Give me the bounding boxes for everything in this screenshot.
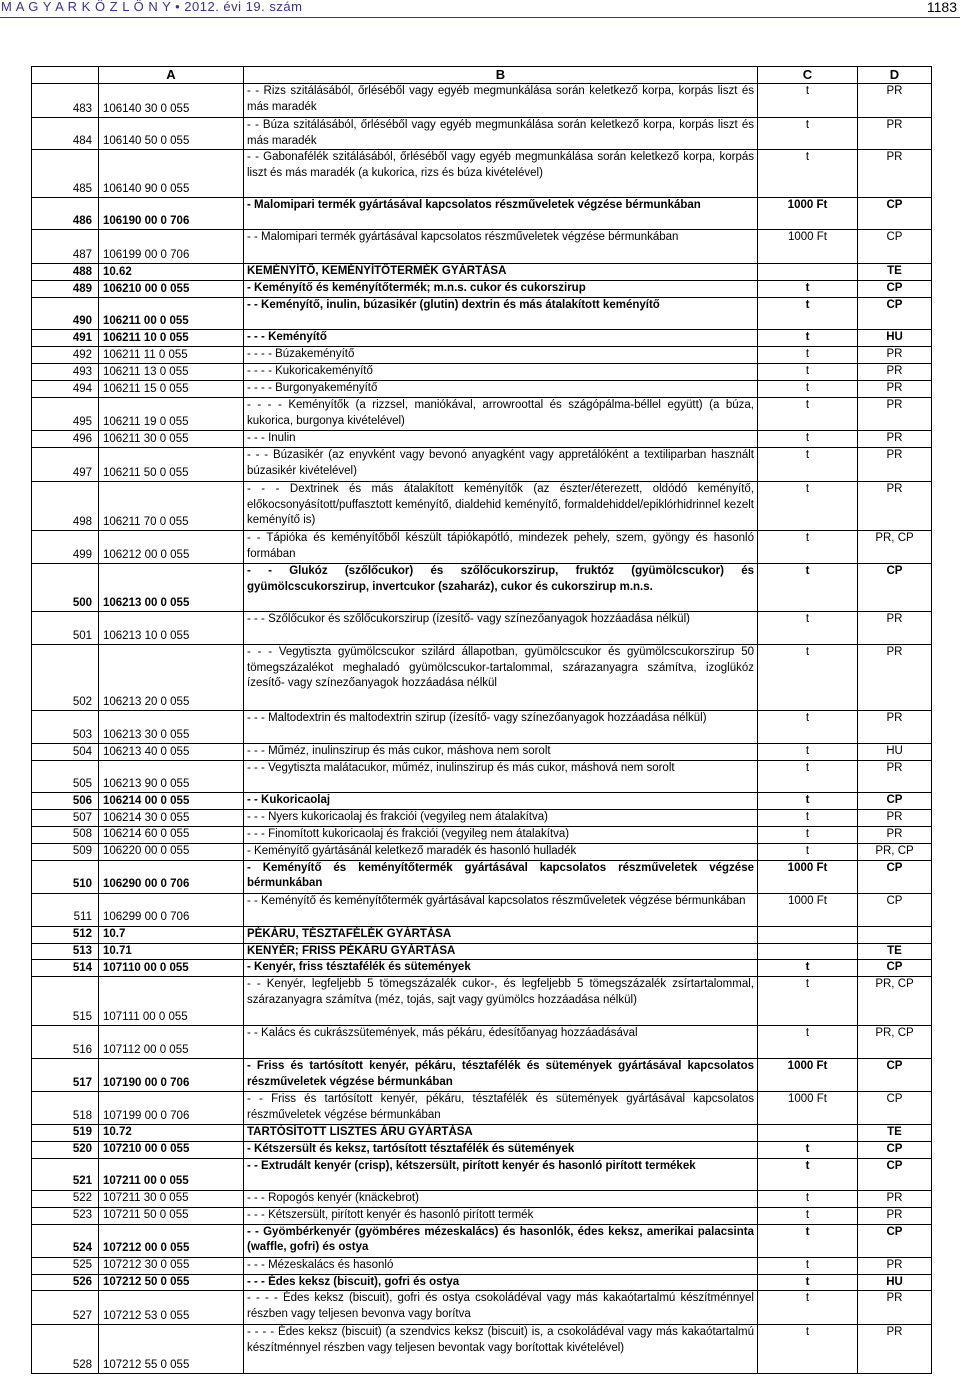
row-number-cell: 500 <box>32 564 99 612</box>
description-cell: - - - - Búzakeményítő <box>244 347 758 364</box>
code-cell: 106214 30 0 055 <box>99 810 244 827</box>
table-row <box>32 1092 932 1125</box>
row-number-cell: 523 <box>32 1207 99 1224</box>
unit-cell <box>758 926 858 943</box>
type-cell: CP <box>858 960 932 977</box>
description-cell: - - - Maltodextrin és maltodextrin szirup (ízesítő- vagy színezőanyagok hozzáadása nélkül) <box>244 711 758 744</box>
type-cell: CP <box>858 564 932 612</box>
row-number-cell: 526 <box>32 1274 99 1291</box>
description-cell: - - Tápióka és keményítőből készült tápiókapótló, mindezek pehely, szem, gyöngy és hasonló formában <box>244 531 758 564</box>
row-number-cell: 515 <box>32 977 99 1026</box>
unit-cell: t <box>758 843 858 860</box>
code-cell: 106220 00 0 055 <box>99 843 244 860</box>
description-cell: - - - Búzasikér (az enyvként vagy bevonó anyagként vagy appretálóként a textiliparban használt búzasikér kivételével) <box>244 448 758 482</box>
type-cell: CP <box>858 893 932 926</box>
unit-cell: t <box>758 744 858 761</box>
row-number-cell: 510 <box>32 860 99 893</box>
type-cell: PR <box>858 761 932 793</box>
description-cell: KENYÉR; FRISS PÉKÁRU GYÁRTÁSA <box>244 943 758 960</box>
description-cell: - Keményítő és keményítőtermék gyártásával kapcsolatos részműveletek végzése bérmunkában <box>244 860 758 893</box>
description-cell: - - Kukoricaolaj <box>244 793 758 810</box>
type-cell: CP <box>858 1059 932 1092</box>
row-number-cell: 488 <box>32 264 99 281</box>
type-cell: PR <box>858 645 932 711</box>
description-cell: - - - Édes keksz (biscuit), gofri és ostya <box>244 1274 758 1291</box>
unit-cell: t <box>758 1325 858 1374</box>
row-number-cell: 485 <box>32 150 99 198</box>
table-header-row <box>32 67 932 84</box>
unit-cell: t <box>758 810 858 827</box>
type-cell: PR <box>858 84 932 118</box>
unit-cell: t <box>758 1207 858 1224</box>
type-cell: HU <box>858 330 932 347</box>
table-row <box>32 827 932 844</box>
table-row <box>32 347 932 364</box>
code-cell: 107212 00 0 055 <box>99 1224 244 1257</box>
column-header-index <box>32 67 99 84</box>
type-cell: PR, CP <box>858 1026 932 1059</box>
type-cell: CP <box>858 860 932 893</box>
description-cell: - - - Szőlőcukor és szőlőcukorszirup (ízesítő- vagy színezőanyagok hozzáadása nélkül) <box>244 612 758 645</box>
row-number-cell: 492 <box>32 347 99 364</box>
type-cell: PR <box>858 347 932 364</box>
description-cell: - - Malomipari termék gyártásával kapcsolatos részműveletek végzése bérmunkában <box>244 230 758 264</box>
unit-cell: t <box>758 1291 858 1325</box>
row-number-cell: 517 <box>32 1059 99 1092</box>
unit-cell: t <box>758 1274 858 1291</box>
type-cell: PR <box>858 482 932 531</box>
description-cell: - - - Finomított kukoricaolaj és frakciói (vegyileg nem átalakítva) <box>244 827 758 844</box>
unit-cell: t <box>758 118 858 150</box>
row-number-cell: 483 <box>32 84 99 118</box>
unit-cell <box>758 264 858 281</box>
table-row <box>32 1158 932 1190</box>
unit-cell: t <box>758 398 858 431</box>
code-cell: 10.7 <box>99 926 244 943</box>
description-cell: - - Glukóz (szőlőcukor) és szőlőcukorszirup, fruktóz (gyümölcscukor) és gyümölcscukorszirup, invertcukor (szaharáz), cukor és cukorszirup m.n.s. <box>244 564 758 612</box>
code-cell: 106211 10 0 055 <box>99 330 244 347</box>
unit-cell: t <box>758 564 858 612</box>
description-cell: - - - Nyers kukoricaolaj és frakciói (vegyileg nem átalakítva) <box>244 810 758 827</box>
type-cell <box>858 926 932 943</box>
row-number-cell: 508 <box>32 827 99 844</box>
table-row <box>32 810 932 827</box>
unit-cell: t <box>758 1158 858 1190</box>
code-cell: 106211 50 0 055 <box>99 448 244 482</box>
row-number-cell: 514 <box>32 960 99 977</box>
code-cell: 107199 00 0 706 <box>99 1092 244 1125</box>
type-cell: PR <box>858 150 932 198</box>
row-number-cell: 509 <box>32 843 99 860</box>
table-row <box>32 118 932 150</box>
code-cell: 106140 50 0 055 <box>99 118 244 150</box>
row-number-cell: 528 <box>32 1325 99 1374</box>
row-number-cell: 504 <box>32 744 99 761</box>
table-row <box>32 448 932 482</box>
description-cell: - - - - Édes keksz (biscuit), gofri és ostya csokoládéval vagy más kakaótartalmú készítménnyel részben vagy teljesen bevonva vagy borítva <box>244 1291 758 1325</box>
type-cell: CP <box>858 298 932 330</box>
type-cell: PR <box>858 431 932 448</box>
unit-cell: t <box>758 364 858 381</box>
description-cell: - - - - Keményítők (a rizzsel, maniókával, arrowroottal és szágópálma-béllel együtt) (a búza, kukorica, burgonya kivételével) <box>244 398 758 431</box>
description-cell: - - - Műméz, inulinszirup és más cukor, máshova nem sorolt <box>244 744 758 761</box>
row-number-cell: 507 <box>32 810 99 827</box>
table-row <box>32 564 932 612</box>
table-row <box>32 531 932 564</box>
row-number-cell: 527 <box>32 1291 99 1325</box>
table-row <box>32 943 932 960</box>
row-number-cell: 491 <box>32 330 99 347</box>
table-row <box>32 1125 932 1142</box>
nomenclature-table <box>31 66 932 1374</box>
code-cell: 106211 13 0 055 <box>99 364 244 381</box>
unit-cell: t <box>758 977 858 1026</box>
code-cell: 10.62 <box>99 264 244 281</box>
description-cell: - - Kalács és cukrászsütemények, más pékáru, édesítőanyag hozzáadásával <box>244 1026 758 1059</box>
table-row <box>32 431 932 448</box>
unit-cell: 1000 Ft <box>758 198 858 230</box>
code-cell: 106213 40 0 055 <box>99 744 244 761</box>
table-row <box>32 230 932 264</box>
unit-cell <box>758 943 858 960</box>
unit-cell: t <box>758 150 858 198</box>
unit-cell: t <box>758 381 858 398</box>
description-cell: PÉKÁRU, TÉSZTAFÉLÉK GYÁRTÁSA <box>244 926 758 943</box>
table-row <box>32 1224 932 1257</box>
page-header <box>0 0 960 16</box>
description-cell: - - Gabonafélék szitálásából, őrléséből vagy egyéb megmunkálása során keletkező korpa, korpás liszt és más maradék (a kukorica, rizs és búza kivételével) <box>244 150 758 198</box>
code-cell: 106299 00 0 706 <box>99 893 244 926</box>
unit-cell: t <box>758 1141 858 1158</box>
row-number-cell: 519 <box>32 1125 99 1142</box>
row-number-cell: 484 <box>32 118 99 150</box>
unit-cell: t <box>758 827 858 844</box>
table-row <box>32 364 932 381</box>
unit-cell: t <box>758 347 858 364</box>
type-cell: PR <box>858 612 932 645</box>
unit-cell: t <box>758 960 858 977</box>
type-cell: TE <box>858 1125 932 1142</box>
description-cell: - - - Vegytiszta gyümölcscukor szilárd állapotban, gyümölcscukor és gyümölcscukorszirup 50 tömegszázalékot meghaladó gyümölcscukor-tartalommal, szárazanyagra számítva, izoglükóz ízesítő- vagy színezőanyagok hozzáadása nélkül <box>244 645 758 711</box>
code-cell: 10.71 <box>99 943 244 960</box>
table-row <box>32 1325 932 1374</box>
row-number-cell: 486 <box>32 198 99 230</box>
column-header-a: A <box>99 67 244 84</box>
unit-cell: t <box>758 298 858 330</box>
table-row <box>32 1026 932 1059</box>
unit-cell: t <box>758 1190 858 1207</box>
column-header-b: B <box>244 67 758 84</box>
description-cell: - - - Keményítő <box>244 330 758 347</box>
code-cell: 107210 00 0 055 <box>99 1141 244 1158</box>
code-cell: 106211 70 0 055 <box>99 482 244 531</box>
type-cell: PR, CP <box>858 977 932 1026</box>
unit-cell: t <box>758 645 858 711</box>
table-row <box>32 761 932 793</box>
code-cell: 106213 90 0 055 <box>99 761 244 793</box>
type-cell: CP <box>858 198 932 230</box>
unit-cell <box>758 1125 858 1142</box>
code-cell: 107112 00 0 055 <box>99 1026 244 1059</box>
code-cell: 106211 19 0 055 <box>99 398 244 431</box>
code-cell: 106213 30 0 055 <box>99 711 244 744</box>
type-cell: PR <box>858 398 932 431</box>
table-row <box>32 612 932 645</box>
type-cell: PR <box>858 448 932 482</box>
row-number-cell: 498 <box>32 482 99 531</box>
description-cell: - - - Kétszersült, pirított kenyér és hasonló pirított termék <box>244 1207 758 1224</box>
row-number-cell: 516 <box>32 1026 99 1059</box>
type-cell: CP <box>858 230 932 264</box>
type-cell: PR <box>858 810 932 827</box>
unit-cell: t <box>758 448 858 482</box>
unit-cell: t <box>758 793 858 810</box>
description-cell: - - - - Édes keksz (biscuit) (a szendvics keksz (biscuit) is, a csokoládéval vagy más kakaótartalmú készítménnyel részben vagy teljesen bevontak vagy borítottak kivételével) <box>244 1325 758 1374</box>
table-row <box>32 482 932 531</box>
type-cell: TE <box>858 943 932 960</box>
row-number-cell: 487 <box>32 230 99 264</box>
code-cell: 106140 90 0 055 <box>99 150 244 198</box>
row-number-cell: 520 <box>32 1141 99 1158</box>
type-cell: PR <box>858 381 932 398</box>
table-row <box>32 264 932 281</box>
table-row <box>32 744 932 761</box>
header-divider <box>0 17 960 18</box>
unit-cell: t <box>758 1257 858 1274</box>
code-cell: 106210 00 0 055 <box>99 281 244 298</box>
table-row <box>32 893 932 926</box>
description-cell: - - - - Burgonyakeményítő <box>244 381 758 398</box>
code-cell: 106190 00 0 706 <box>99 198 244 230</box>
code-cell: 106199 00 0 706 <box>99 230 244 264</box>
code-cell: 107211 00 0 055 <box>99 1158 244 1190</box>
table-row <box>32 711 932 744</box>
code-cell: 106211 30 0 055 <box>99 431 244 448</box>
code-cell: 106213 00 0 055 <box>99 564 244 612</box>
row-number-cell: 518 <box>32 1092 99 1125</box>
row-number-cell: 490 <box>32 298 99 330</box>
type-cell: PR <box>858 827 932 844</box>
code-cell: 106212 00 0 055 <box>99 531 244 564</box>
row-number-cell: 525 <box>32 1257 99 1274</box>
row-number-cell: 512 <box>32 926 99 943</box>
description-cell: - Keményítő és keményítőtermék; m.n.s. cukor és cukorszirup <box>244 281 758 298</box>
row-number-cell: 524 <box>32 1224 99 1257</box>
table-row <box>32 198 932 230</box>
table-row <box>32 381 932 398</box>
table-row <box>32 977 932 1026</box>
code-cell: 106213 10 0 055 <box>99 612 244 645</box>
code-cell: 107212 50 0 055 <box>99 1274 244 1291</box>
description-cell: - Malomipari termék gyártásával kapcsolatos részműveletek végzése bérmunkában <box>244 198 758 230</box>
page-number: 1183 <box>926 0 957 15</box>
type-cell: CP <box>858 1224 932 1257</box>
description-cell: - - Búza szitálásából, őrléséből vagy egyéb megmunkálása során keletkező korpa, korpás liszt és más maradék <box>244 118 758 150</box>
description-cell: - Kenyér, friss tésztafélék és sütemények <box>244 960 758 977</box>
journal-title: M A G Y A R K Ö Z L Ö N Y • 2012. évi 19. szám <box>1 0 303 14</box>
row-number-cell: 489 <box>32 281 99 298</box>
description-cell: - Friss és tartósított kenyér, pékáru, tésztafélék és sütemények gyártásával kapcsolatos részműveletek végzése bérmunkában <box>244 1059 758 1092</box>
code-cell: 107190 00 0 706 <box>99 1059 244 1092</box>
description-cell: - Keményítő gyártásánál keletkező maradék és hasonló hulladék <box>244 843 758 860</box>
type-cell: PR, CP <box>858 843 932 860</box>
row-number-cell: 502 <box>32 645 99 711</box>
table-row <box>32 298 932 330</box>
type-cell: PR <box>858 118 932 150</box>
row-number-cell: 501 <box>32 612 99 645</box>
unit-cell: 1000 Ft <box>758 1059 858 1092</box>
code-cell: 106211 15 0 055 <box>99 381 244 398</box>
row-number-cell: 505 <box>32 761 99 793</box>
table-row <box>32 1257 932 1274</box>
row-number-cell: 521 <box>32 1158 99 1190</box>
code-cell: 106214 60 0 055 <box>99 827 244 844</box>
description-cell: - - Keményítő és keményítőtermék gyártásával kapcsolatos részműveletek végzése bérmunkában <box>244 893 758 926</box>
table-row <box>32 84 932 118</box>
type-cell: PR <box>858 1325 932 1374</box>
row-number-cell: 493 <box>32 364 99 381</box>
description-cell: - - Friss és tartósított kenyér, pékáru, tésztafélék és sütemények gyártásával kapcsolatos részműveletek végzése bérmunkában <box>244 1092 758 1125</box>
table-row <box>32 1274 932 1291</box>
type-cell: PR <box>858 711 932 744</box>
row-number-cell: 497 <box>32 448 99 482</box>
row-number-cell: 506 <box>32 793 99 810</box>
row-number-cell: 522 <box>32 1190 99 1207</box>
unit-cell: t <box>758 431 858 448</box>
table-row <box>32 1059 932 1092</box>
table-row <box>32 330 932 347</box>
unit-cell: t <box>758 281 858 298</box>
description-cell: TARTÓSÍTOTT LISZTES ÁRU GYÁRTÁSA <box>244 1125 758 1142</box>
type-cell: PR <box>858 1207 932 1224</box>
description-cell: - Kétszersült és keksz, tartósított tésztafélék és sütemények <box>244 1141 758 1158</box>
code-cell: 107212 30 0 055 <box>99 1257 244 1274</box>
table-row <box>32 960 932 977</box>
code-cell: 107212 53 0 055 <box>99 1291 244 1325</box>
code-cell: 106213 20 0 055 <box>99 645 244 711</box>
table-row <box>32 793 932 810</box>
type-cell: TE <box>858 264 932 281</box>
row-number-cell: 494 <box>32 381 99 398</box>
table-row <box>32 1190 932 1207</box>
row-number-cell: 499 <box>32 531 99 564</box>
row-number-cell: 496 <box>32 431 99 448</box>
unit-cell: 1000 Ft <box>758 893 858 926</box>
unit-cell: 1000 Ft <box>758 1092 858 1125</box>
unit-cell: 1000 Ft <box>758 230 858 264</box>
unit-cell: 1000 Ft <box>758 860 858 893</box>
unit-cell: t <box>758 761 858 793</box>
unit-cell: t <box>758 330 858 347</box>
row-number-cell: 513 <box>32 943 99 960</box>
table-row <box>32 1207 932 1224</box>
type-cell: CP <box>858 1158 932 1190</box>
column-header-d: D <box>858 67 932 84</box>
table-row <box>32 645 932 711</box>
code-cell: 106211 00 0 055 <box>99 298 244 330</box>
column-header-c: C <box>758 67 858 84</box>
code-cell: 107111 00 0 055 <box>99 977 244 1026</box>
type-cell: PR <box>858 1257 932 1274</box>
description-cell: - - Rizs szitálásából, őrléséből vagy egyéb megmunkálása során keletkező korpa, korpás liszt és más maradék <box>244 84 758 118</box>
description-cell: - - - - Kukoricakeményítő <box>244 364 758 381</box>
description-cell: - - Keményítő, inulin, búzasikér (glutin) dextrin és más átalakított keményítő <box>244 298 758 330</box>
table-row <box>32 398 932 431</box>
code-cell: 106214 00 0 055 <box>99 793 244 810</box>
code-cell: 107212 55 0 055 <box>99 1325 244 1374</box>
type-cell: PR <box>858 364 932 381</box>
unit-cell: t <box>758 1026 858 1059</box>
unit-cell: t <box>758 531 858 564</box>
description-cell: - - - Inulin <box>244 431 758 448</box>
description-cell: KEMÉNYÍTŐ, KEMÉNYÍTŐTERMÉK GYÁRTÁSA <box>244 264 758 281</box>
table-row <box>32 926 932 943</box>
code-cell: 107110 00 0 055 <box>99 960 244 977</box>
code-cell: 10.72 <box>99 1125 244 1142</box>
type-cell: PR, CP <box>858 531 932 564</box>
unit-cell: t <box>758 1224 858 1257</box>
description-cell: - - - Vegytiszta malátacukor, műméz, inulinszirup és más cukor, máshová nem sorolt <box>244 761 758 793</box>
type-cell: CP <box>858 281 932 298</box>
code-cell: 106140 30 0 055 <box>99 84 244 118</box>
type-cell: CP <box>858 793 932 810</box>
description-cell: - - Extrudált kenyér (crisp), kétszersült, pirított kenyér és hasonló pirított termékek <box>244 1158 758 1190</box>
type-cell: CP <box>858 1141 932 1158</box>
row-number-cell: 495 <box>32 398 99 431</box>
row-number-cell: 503 <box>32 711 99 744</box>
description-cell: - - - Ropogós kenyér (knäckebrot) <box>244 1190 758 1207</box>
type-cell: HU <box>858 744 932 761</box>
code-cell: 107211 50 0 055 <box>99 1207 244 1224</box>
type-cell: PR <box>858 1291 932 1325</box>
type-cell: CP <box>858 1092 932 1125</box>
table-row <box>32 150 932 198</box>
code-cell: 106290 00 0 706 <box>99 860 244 893</box>
table-row <box>32 281 932 298</box>
description-cell: - - - Dextrinek és más átalakított keményítők (az észter/éterezett, oldódó keményítő, előkocsonyásított/puffasztott keményítő, dialdehid keményítő, formaldehiddel/epiklórhidrinnel kezelt keményítő is) <box>244 482 758 531</box>
table-row <box>32 860 932 893</box>
row-number-cell: 511 <box>32 893 99 926</box>
description-cell: - - Kenyér, legfeljebb 5 tömegszázalék cukor-, és legfeljebb 5 tömegszázalék zsírtartalommal, szárazanyagra számítva (méz, tojás, sajt vagy gyümölcs hozzáadása nélkül) <box>244 977 758 1026</box>
unit-cell: t <box>758 612 858 645</box>
unit-cell: t <box>758 84 858 118</box>
code-cell: 107211 30 0 055 <box>99 1190 244 1207</box>
type-cell: PR <box>858 1190 932 1207</box>
description-cell: - - - Mézeskalács és hasonló <box>244 1257 758 1274</box>
table-row <box>32 1141 932 1158</box>
unit-cell: t <box>758 711 858 744</box>
type-cell: HU <box>858 1274 932 1291</box>
unit-cell: t <box>758 482 858 531</box>
table-row <box>32 1291 932 1325</box>
table-row <box>32 843 932 860</box>
description-cell: - - Gyömbérkenyér (gyömbéres mézeskalács) és hasonlók, édes keksz, amerikai palacsinta (waffle, gofri) és ostya <box>244 1224 758 1257</box>
code-cell: 106211 11 0 055 <box>99 347 244 364</box>
